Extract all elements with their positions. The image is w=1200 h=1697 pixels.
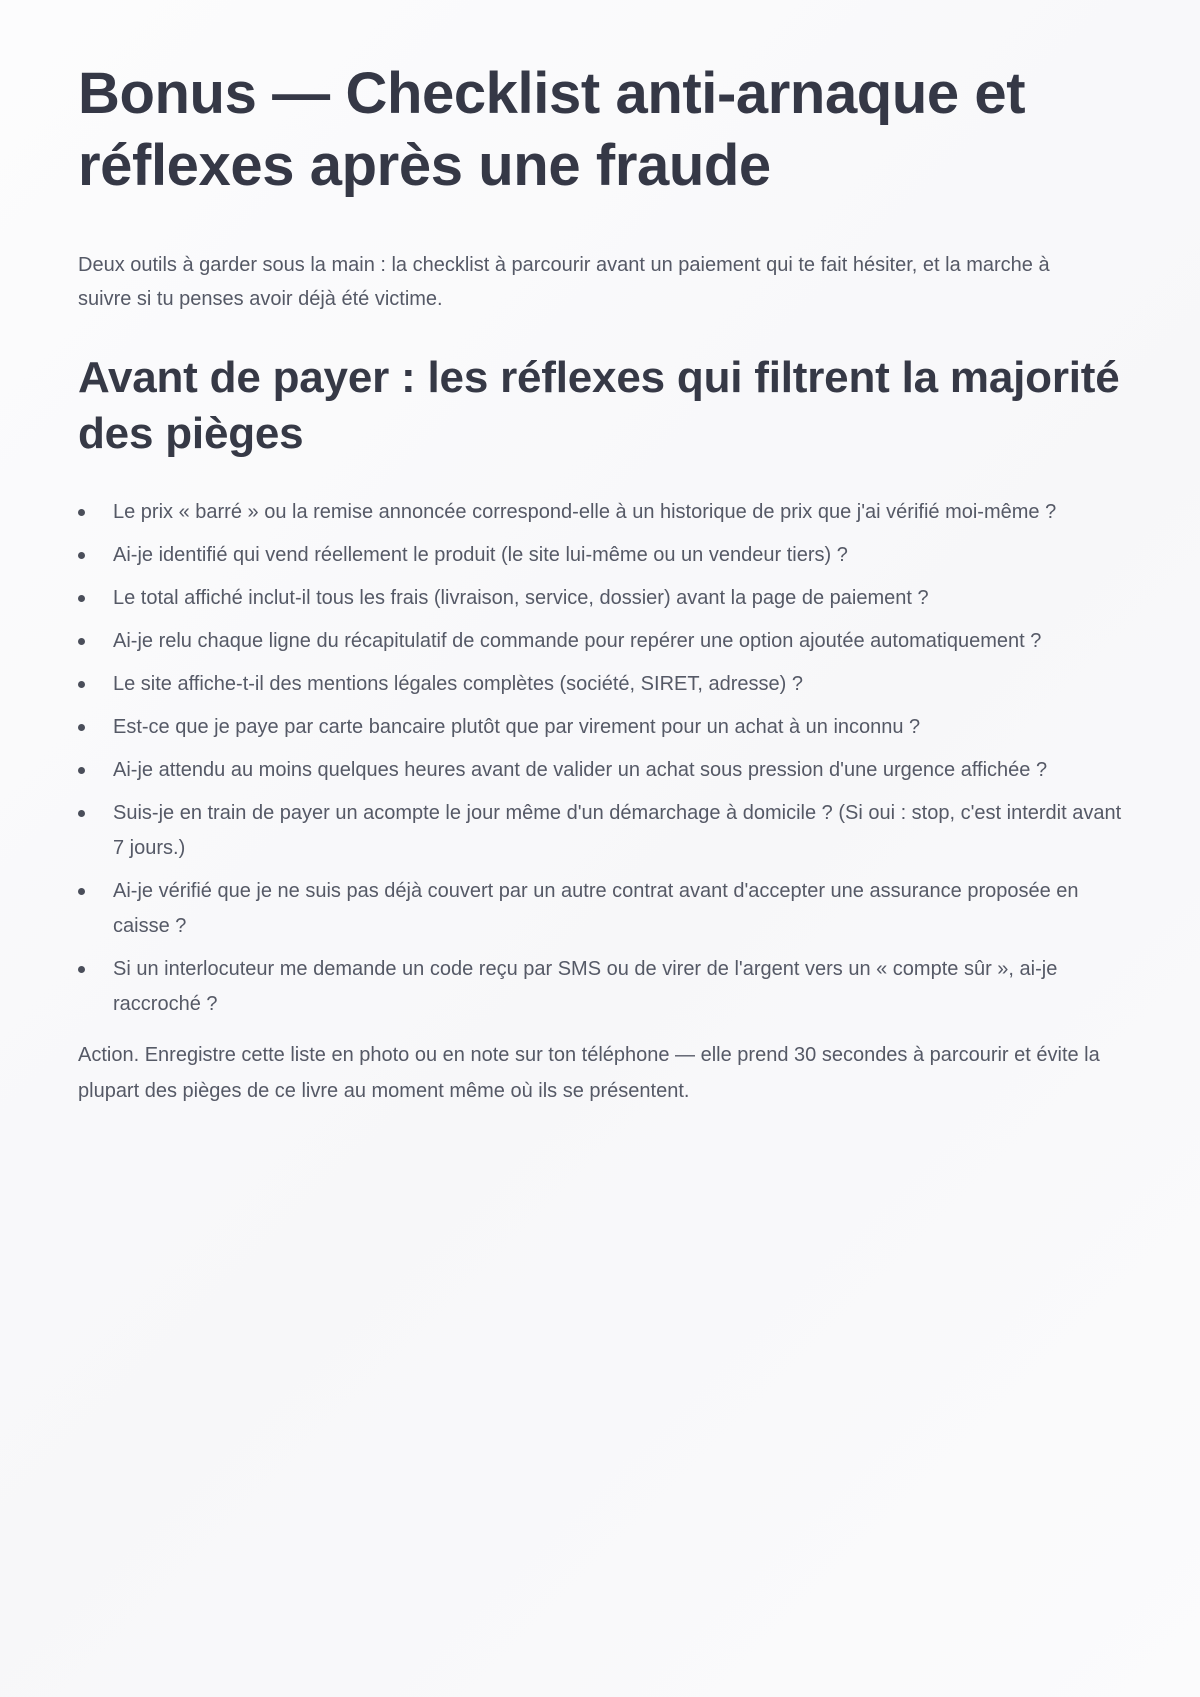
- action-paragraph: Action. Enregistre cette liste en photo ou en note sur ton téléphone — elle prend 30 secondes à parcourir et évite la plupart des pièges de ce livre au moment même où ils se présentent.: [78, 1044, 1100, 1102]
- bullet-icon: [78, 966, 85, 973]
- page-title: Bonus — Checklist anti-arnaque et réflexes après une fraude: [78, 61, 1026, 198]
- bullet-icon: [78, 810, 85, 817]
- bullet-icon: [78, 681, 85, 688]
- checklist-item: [78, 538, 1130, 573]
- checklist-item-text: Si un interlocuteur me demande un code reçu par SMS ou de virer de l'argent vers un « compte sûr », ai-je raccroché ?: [113, 958, 1058, 1015]
- document-page: [78, 58, 1138, 1109]
- checklist-item: [78, 581, 1130, 616]
- checklist-item: [78, 952, 1130, 1022]
- intro-paragraph: Deux outils à garder sous la main : la checklist à parcourir avant un paiement qui te fait hésiter, et la marche à suivre si tu penses avoir déjà été victime.: [78, 254, 1050, 310]
- checklist-item: [78, 710, 1130, 745]
- bullet-icon: [78, 724, 85, 731]
- checklist-item: [78, 495, 1130, 530]
- bullet-icon: [78, 638, 85, 645]
- bullet-icon: [78, 888, 85, 895]
- checklist-item-text: Ai-je vérifié que je ne suis pas déjà couvert par un autre contrat avant d'accepter une assurance proposée en caisse ?: [113, 880, 1079, 937]
- checklist-item: [78, 667, 1130, 702]
- section-title: Avant de payer : les réflexes qui filtrent la majorité des pièges: [78, 353, 1120, 458]
- checklist-item-text: Le prix « barré » ou la remise annoncée correspond-elle à un historique de prix que j'ai vérifié moi-même ?: [113, 501, 1057, 523]
- checklist-item-text: Ai-je identifié qui vend réellement le produit (le site lui-même ou un vendeur tiers) ?: [113, 544, 848, 566]
- checklist-item: [78, 753, 1130, 788]
- checklist-item: [78, 874, 1130, 944]
- bullet-icon: [78, 595, 85, 602]
- checklist-item-text: Ai-je attendu au moins quelques heures avant de valider un achat sous pression d'une urgence affichée ?: [113, 759, 1048, 781]
- checklist-item-text: Ai-je relu chaque ligne du récapitulatif de commande pour repérer une option ajoutée automatiquement ?: [113, 630, 1042, 652]
- checklist-item-text: Est-ce que je paye par carte bancaire plutôt que par virement pour un achat à un inconnu ?: [113, 716, 921, 738]
- checklist-item-text: Suis-je en train de payer un acompte le jour même d'un démarchage à domicile ? (Si oui : stop, c'est interdit avant 7 jours.): [113, 802, 1122, 859]
- checklist-item: [78, 624, 1130, 659]
- checklist-item-text: Le site affiche-t-il des mentions légales complètes (société, SIRET, adresse) ?: [113, 673, 803, 695]
- bullet-icon: [78, 552, 85, 559]
- bullet-icon: [78, 767, 85, 774]
- anti-scam-checklist: [78, 495, 1130, 1022]
- checklist-item: [78, 796, 1130, 866]
- checklist-item-text: Le total affiché inclut-il tous les frais (livraison, service, dossier) avant la page de paiement ?: [113, 587, 929, 609]
- bullet-icon: [78, 509, 85, 516]
